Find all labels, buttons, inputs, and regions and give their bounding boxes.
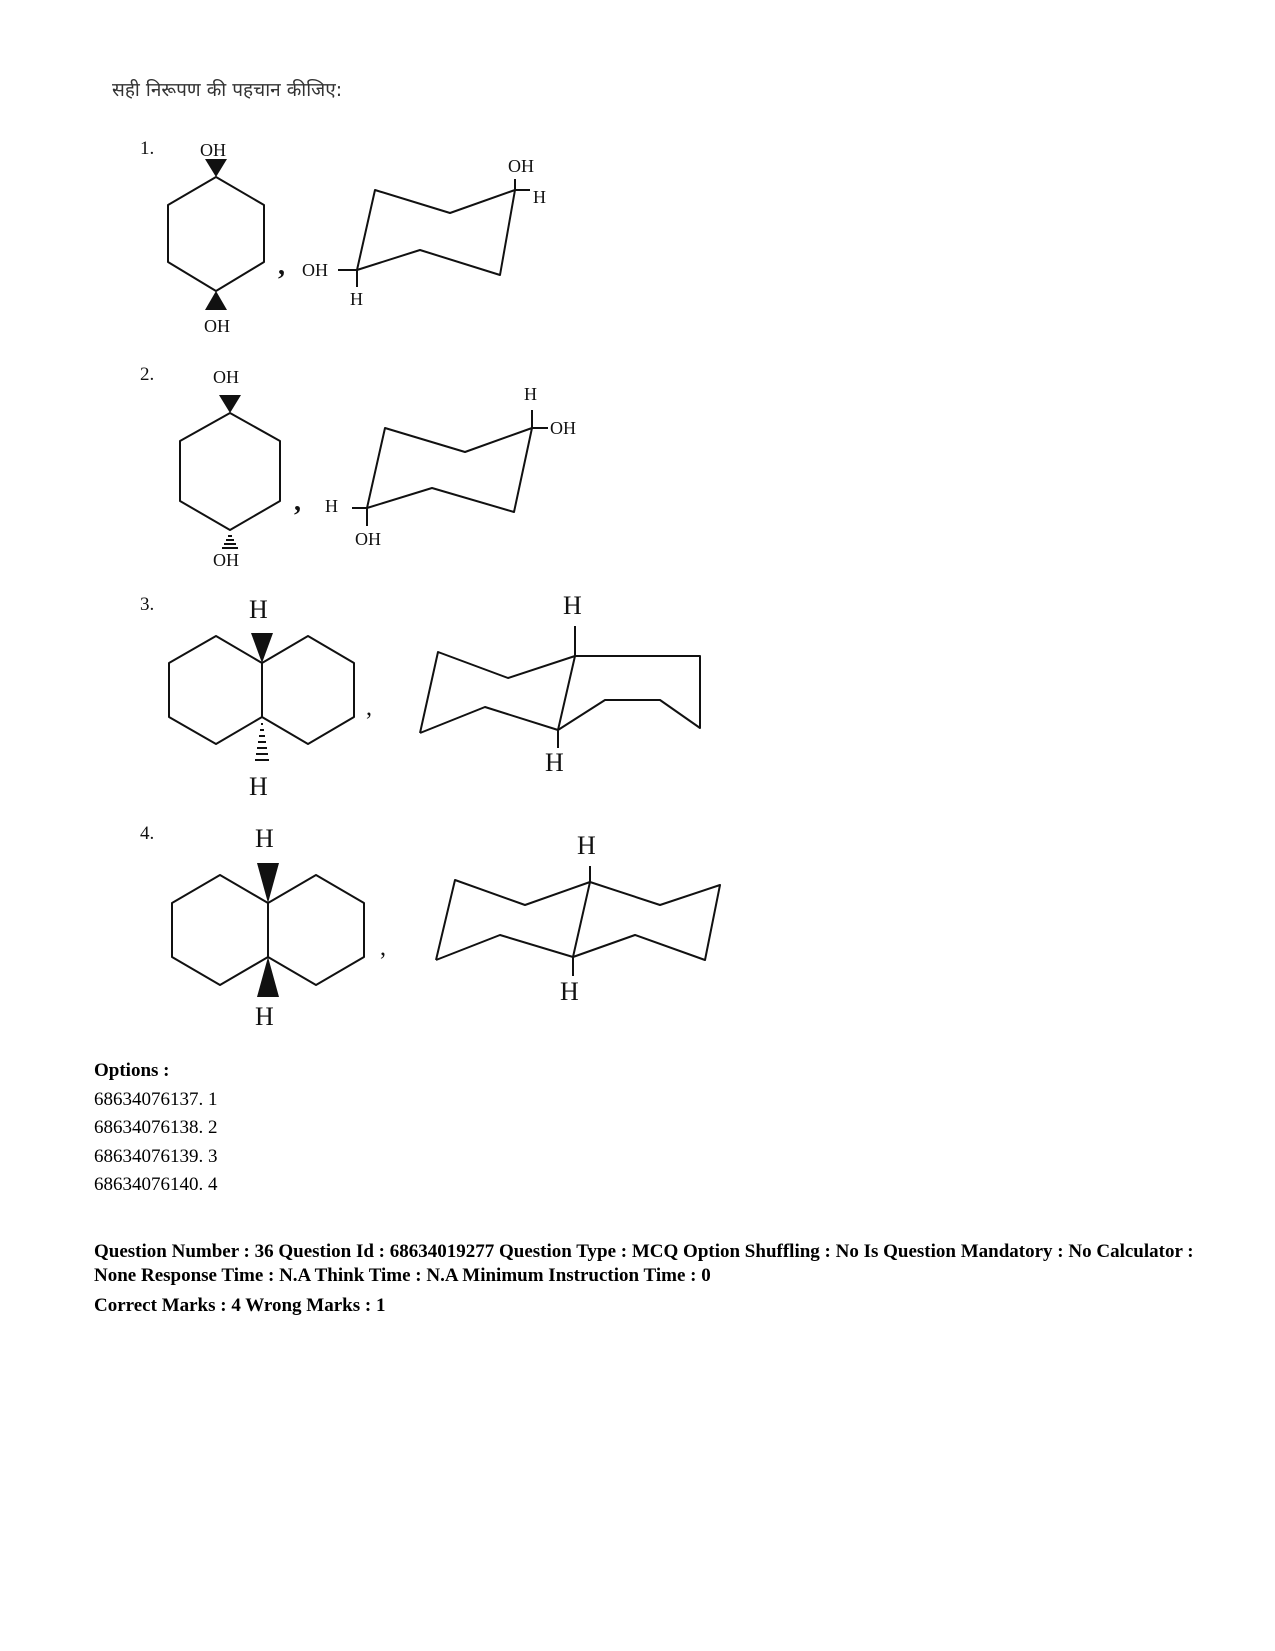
figure-4-top-wedge (257, 863, 279, 903)
figure-1-chair (338, 179, 530, 287)
figure-3-comma: , (366, 695, 372, 721)
fig4-a-top-label: H (255, 824, 274, 853)
option-item[interactable]: 68634076138. 2 (94, 1117, 218, 1138)
fig3-b-bottom-label: H (545, 748, 564, 777)
figure-2-comma: , (294, 486, 301, 517)
fig4-b-top-label: H (577, 831, 596, 860)
figure-2-top-wedge (219, 395, 241, 413)
figure-4-comma: , (380, 935, 386, 961)
figure-1-top-wedge (205, 159, 227, 177)
figure-1-number: 1. (140, 138, 155, 159)
fig3-b-top-label: H (563, 591, 582, 620)
figure-2-number: 2. (140, 364, 155, 385)
option-item[interactable]: 68634076139. 3 (94, 1145, 218, 1167)
question-meta (94, 1240, 1204, 1318)
question-marks: Correct Marks : 4 Wrong Marks : 1 (94, 1295, 386, 1316)
figure-3-hashed-wedge (255, 724, 269, 760)
figure-2-hashed-wedge (222, 536, 238, 548)
fig3-a-bottom-label: H (249, 772, 268, 801)
figure-2-chair (352, 410, 548, 526)
fig2-a-bottom-label: OH (213, 550, 239, 570)
fig3-a-top-label: H (249, 595, 268, 624)
figure-4-number: 4. (140, 823, 155, 844)
option-item[interactable]: 68634076137. 1 (94, 1088, 218, 1110)
fig2-b-left-h-label: H (325, 496, 338, 516)
fig1-b-left-h-label: H (350, 289, 363, 309)
options-list (94, 1057, 218, 1200)
fig1-b-left-label: OH (302, 260, 328, 280)
fig2-b-left-label: OH (355, 529, 381, 549)
fig4-b-bottom-label: H (560, 977, 579, 1006)
figure-1-comma: , (278, 250, 285, 281)
fig4-a-bottom-label: H (255, 1002, 274, 1031)
fig2-a-top-label: OH (213, 367, 239, 387)
figure-1-hexagon (168, 177, 264, 291)
fig1-b-top-h-label: H (533, 187, 546, 207)
figure-4-bottom-wedge (257, 957, 279, 997)
figure-3-chair (420, 626, 700, 748)
fig1-a-bottom-label: OH (204, 316, 230, 336)
fig1-a-top-label: OH (200, 140, 226, 160)
fig2-b-top-label: OH (550, 418, 576, 438)
fig1-b-top-label: OH (508, 156, 534, 176)
question-prompt: सही निरूपण की पहचान कीजिए: (112, 79, 343, 101)
fig2-b-top-h-label: H (524, 384, 537, 404)
figure-3-number: 3. (140, 594, 155, 615)
figure-4-chair (436, 866, 720, 976)
question-meta-line: Question Number : 36 Question Id : 68634019277 Question Type : MCQ Option Shuffling : No Is Question Mandatory : No Calculator : None Response Time : N.A Think Time : N.A Minimum Instruction Time : 0 (94, 1241, 1194, 1286)
options-heading: Options : (94, 1060, 170, 1081)
option-item[interactable]: 68634076140. 4 (94, 1174, 218, 1195)
figure-1-bottom-wedge (205, 291, 227, 310)
figure-2-hexagon (180, 413, 280, 530)
